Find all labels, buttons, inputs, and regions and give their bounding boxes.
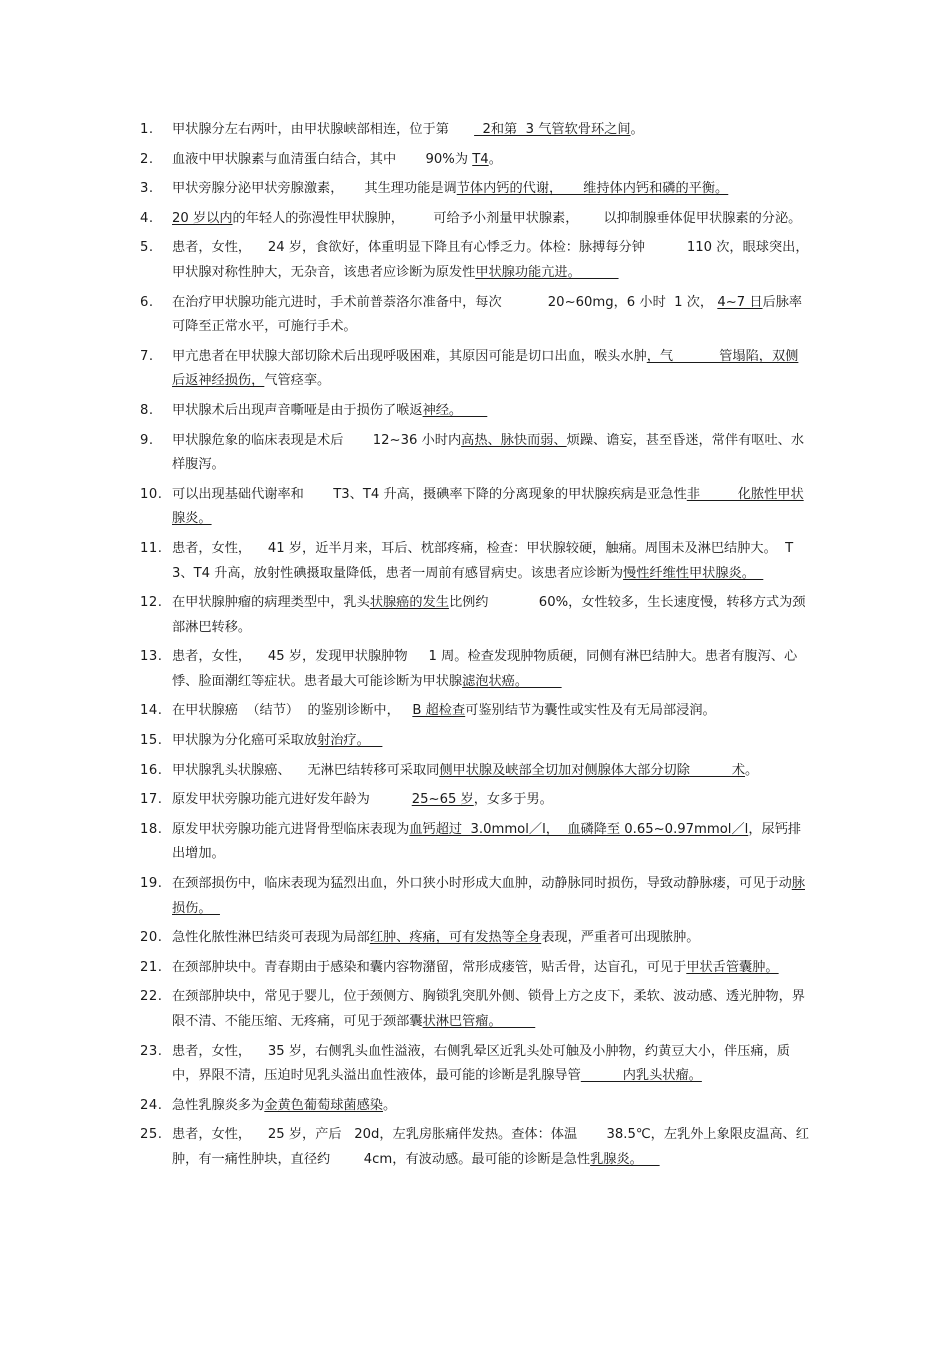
question-number: 23. [140,1043,163,1059]
question-number: 6. [140,294,154,310]
answer-underline: 状淋巴管瘤。 [422,1014,536,1029]
question-segment: 患者，女性， 35 岁，右侧乳头血性溢液，右侧乳晕区近乳头处可触及小肿物，约黄豆大小，伴压痛，质中，界限不清，压迫时见乳头溢出血性液体，最可能的诊断是乳腺导管 [172,1043,790,1084]
question-number: 24. [140,1097,163,1113]
question-list [140,118,810,1178]
answer-underline: 20 岁以内 [172,210,233,226]
question-number: 8. [140,402,154,418]
question-item [140,1040,810,1089]
answer-underline: 血钙超过 3.0mmol／l， 血磷降至 0.65~0.97mmol／l [409,821,749,837]
question-segment: 的年轻人的弥漫性甲状腺肿， 可给予小剂量甲状腺素， 以抑制腺垂体促甲状腺素的分泌。 [232,210,802,226]
question-text [172,872,810,921]
question-segment: 急性乳腺炎多为 [172,1097,265,1113]
question-segment: 烦躁、谵妄，甚至昏迷，常伴有呕吐、水样腹泻。 [172,432,805,473]
question-number: 12. [140,595,163,611]
question-item [140,645,810,694]
question-segment: 。 [630,122,644,137]
answer-underline: 金黄色葡萄球菌感染 [264,1097,383,1113]
question-item [140,148,810,173]
question-segment: 。 [745,762,759,778]
answer-underline: 高热、脉快而弱、 [461,432,567,448]
question-number: 16. [140,762,163,778]
question-item [140,591,810,640]
answer-underline: 内乳头状瘤。 [580,1068,702,1084]
question-item [140,537,810,586]
question-text [172,207,810,232]
answer-underline: 慢性纤维性甲状腺炎。 [623,565,764,581]
question-text [172,985,810,1034]
question-segment: 在颈部损伤中，临床表现为猛烈出血，外口狭小时形成大血肿，动静脉同时损伤，导致动静脉瘘，可见于动 [172,876,792,892]
question-number: 14. [140,703,163,719]
answer-underline: 神经。 [422,402,488,418]
question-item [140,483,810,532]
answer-underline: 节体内钙的代谢， 维持体内钙和磷的平衡。 [456,181,729,197]
question-item [140,699,810,724]
question-segment: 患者，女性， 24 岁，食欲好，体重明显下降且有心悸乏力。体检：脉搏每分钟 110 次，眼球突出，甲状腺对称性肿大，无杂音，该患者应诊断为原发性 [172,240,809,280]
question-text [172,236,810,285]
question-segment: 表现，严重者可出现脓肿。 [541,930,700,946]
question-item [140,345,810,394]
question-item [140,291,810,340]
question-segment: 。 [488,151,502,167]
question-text [172,645,810,694]
answer-underline: 非 化脓性甲状腺炎。 [172,486,804,527]
answer-underline: 脉损伤。 [172,876,805,916]
question-text [172,926,810,951]
question-text [172,118,810,143]
question-segment: 急性化脓性淋巴结炎可表现为局部 [172,930,370,946]
answer-underline: 25~65 岁 [411,792,474,808]
question-text [172,1040,810,1089]
question-segment: 患者，女性， 25 岁，产后 20d，左乳房胀痛伴发热。查体：体温 38.5℃，左乳外上象限皮温高、红肿，有一痛性肿块，直径约 4cm，有波动感。最可能的诊断是急性 [172,1127,809,1167]
question-item [140,429,810,478]
question-text [172,537,810,586]
answer-underline: T4 [472,151,489,167]
question-text [172,956,810,981]
question-number: 7. [140,348,154,364]
answer-underline: 2和第 3 气管软骨环之间 [474,122,631,137]
question-number: 10. [140,486,163,502]
question-item [140,236,810,285]
question-text [172,699,810,724]
question-text [172,177,810,202]
question-item [140,729,810,754]
question-text [172,1094,810,1119]
question-text [172,345,810,394]
question-segment: 在甲状腺癌 （结节） 的鉴别诊断中， [172,703,413,719]
question-number: 2. [140,151,154,167]
answer-underline: 4~7 日 [717,294,763,310]
question-item [140,788,810,813]
answer-underline: 状腺癌的发生 [369,595,449,611]
question-segment: 甲状腺乳头状腺癌、 无淋巴结转移可采取同 [172,762,440,778]
question-segment: 可以出现基础代谢率和 T3、T4 升高，摄碘率下降的分离现象的甲状腺疾病是亚急性 [172,486,687,502]
question-segment: 在甲状腺肿瘤的病理类型中，乳头 [172,595,370,611]
question-text [172,148,810,173]
question-item [140,207,810,232]
question-segment: 可鉴别结节为囊性或实性及有无局部浸润。 [465,703,716,719]
answer-underline: ，气 管塌陷，双侧后返神经损伤， [172,348,799,389]
question-segment: 比例约 60%，女性较多，生长速度慢，转移方式为颈部淋巴转移。 [172,595,806,635]
question-text [172,429,810,478]
question-number: 11. [140,540,163,556]
question-number: 20. [140,930,163,946]
question-segment: 原发甲状旁腺功能亢进好发年龄为 [172,792,412,808]
question-text [172,818,810,867]
question-text [172,1123,810,1172]
question-item [140,956,810,981]
question-segment: 气管痉挛。 [264,373,331,389]
question-item [140,818,810,867]
question-segment: 甲亢患者在甲状腺大部切除术后出现呼吸困难，其原因可能是切口出血，喉头水肿 [172,348,647,364]
question-segment: ，尿钙排出增加。 [172,821,802,862]
answer-underline: 射治疗。 [317,733,383,749]
question-item [140,1094,810,1119]
question-item [140,177,810,202]
question-item [140,926,810,951]
question-segment: 甲状腺为分化癌可采取放 [172,733,318,749]
question-segment: 甲状腺分左右两叶，由甲状腺峡部相连，位于第 [172,122,475,137]
question-segment: 甲状腺术后出现声音嘶哑是由于损伤了喉返 [172,402,423,418]
question-text [172,729,810,754]
question-item [140,985,810,1034]
question-text [172,399,810,424]
answer-underline: B 超检查 [412,703,466,719]
answer-underline: 红肿、疼痛，可有发热等全身 [369,930,542,946]
question-segment: 在治疗甲状腺功能亢进时，手术前普萘洛尔准备中，每次 20~60mg，6 小时 1 次， [172,294,718,310]
question-text [172,291,810,340]
question-segment: 甲状腺危象的临床表现是术后 12~36 小时内 [172,432,462,448]
answer-underline: 乳腺炎。 [590,1151,660,1167]
question-number: 13. [140,649,163,665]
question-segment: 患者，女性， 45 岁，发现甲状腺肿物 1 周。检查发现肿物质硬，同侧有淋巴结肿大。患者有腹泻、心悸、脸面潮红等症状。患者最大可能诊断为甲状腺 [172,649,798,689]
question-item [140,872,810,921]
question-number: 9. [140,432,154,448]
answer-underline: 滤泡状癌。 [462,673,562,689]
question-text [172,759,810,784]
question-item [140,1123,810,1172]
question-segment: ，女多于男。 [473,792,553,808]
question-segment: 甲状旁腺分泌甲状旁腺激素， 其生理功能是调 [172,181,457,197]
question-text [172,591,810,640]
question-segment: 后脉率可降至正常水平，可施行手术。 [172,294,803,335]
question-item [140,399,810,424]
question-segment: 在颈部肿块中。青春期由于感染和囊内容物潴留，常形成瘘管，贴舌骨，达盲孔，可见于 [172,959,687,975]
answer-underline: 侧甲状腺及峡部全切加对侧腺体大部分切除 术 [439,762,746,778]
question-number: 18. [140,821,163,837]
question-number: 5. [140,240,154,256]
question-number: 15. [140,733,163,749]
question-number: 25. [140,1127,163,1143]
answer-underline: 甲状腺功能亢进。 [475,264,619,280]
question-number: 3. [140,181,154,197]
question-segment: 血液中甲状腺素与血清蛋白结合，其中 90%为 [172,151,473,167]
question-segment: 患者，女性， 41 岁，近半月来，耳后、枕部疼痛，检查：甲状腺较硬，触痛。周围未及淋巴结肿大。 T3、T4 升高，放射性碘摄取量降低，患者一周前有感冒病史。该患者应诊断为 [172,540,794,581]
question-number: 4. [140,210,154,226]
question-number: 21. [140,959,163,975]
question-segment: 在颈部肿块中，常见于婴儿，位于颈侧方、胸锁乳突肌外侧、锁骨上方之皮下，柔软、波动感、透光肿物，界限不清、不能压缩、无疼痛，可见于颈部囊 [172,989,805,1029]
question-number: 17. [140,792,163,808]
question-text [172,788,810,813]
question-item [140,759,810,784]
question-item [140,118,810,143]
question-text [172,483,810,532]
question-segment: 原发甲状旁腺功能亢进肾骨型临床表现为 [172,821,410,837]
question-segment: 。 [383,1097,397,1113]
answer-underline: 甲状舌管囊肿。 [686,959,779,975]
question-number: 22. [140,989,163,1005]
question-number: 19. [140,876,163,892]
question-number: 1. [140,122,154,137]
